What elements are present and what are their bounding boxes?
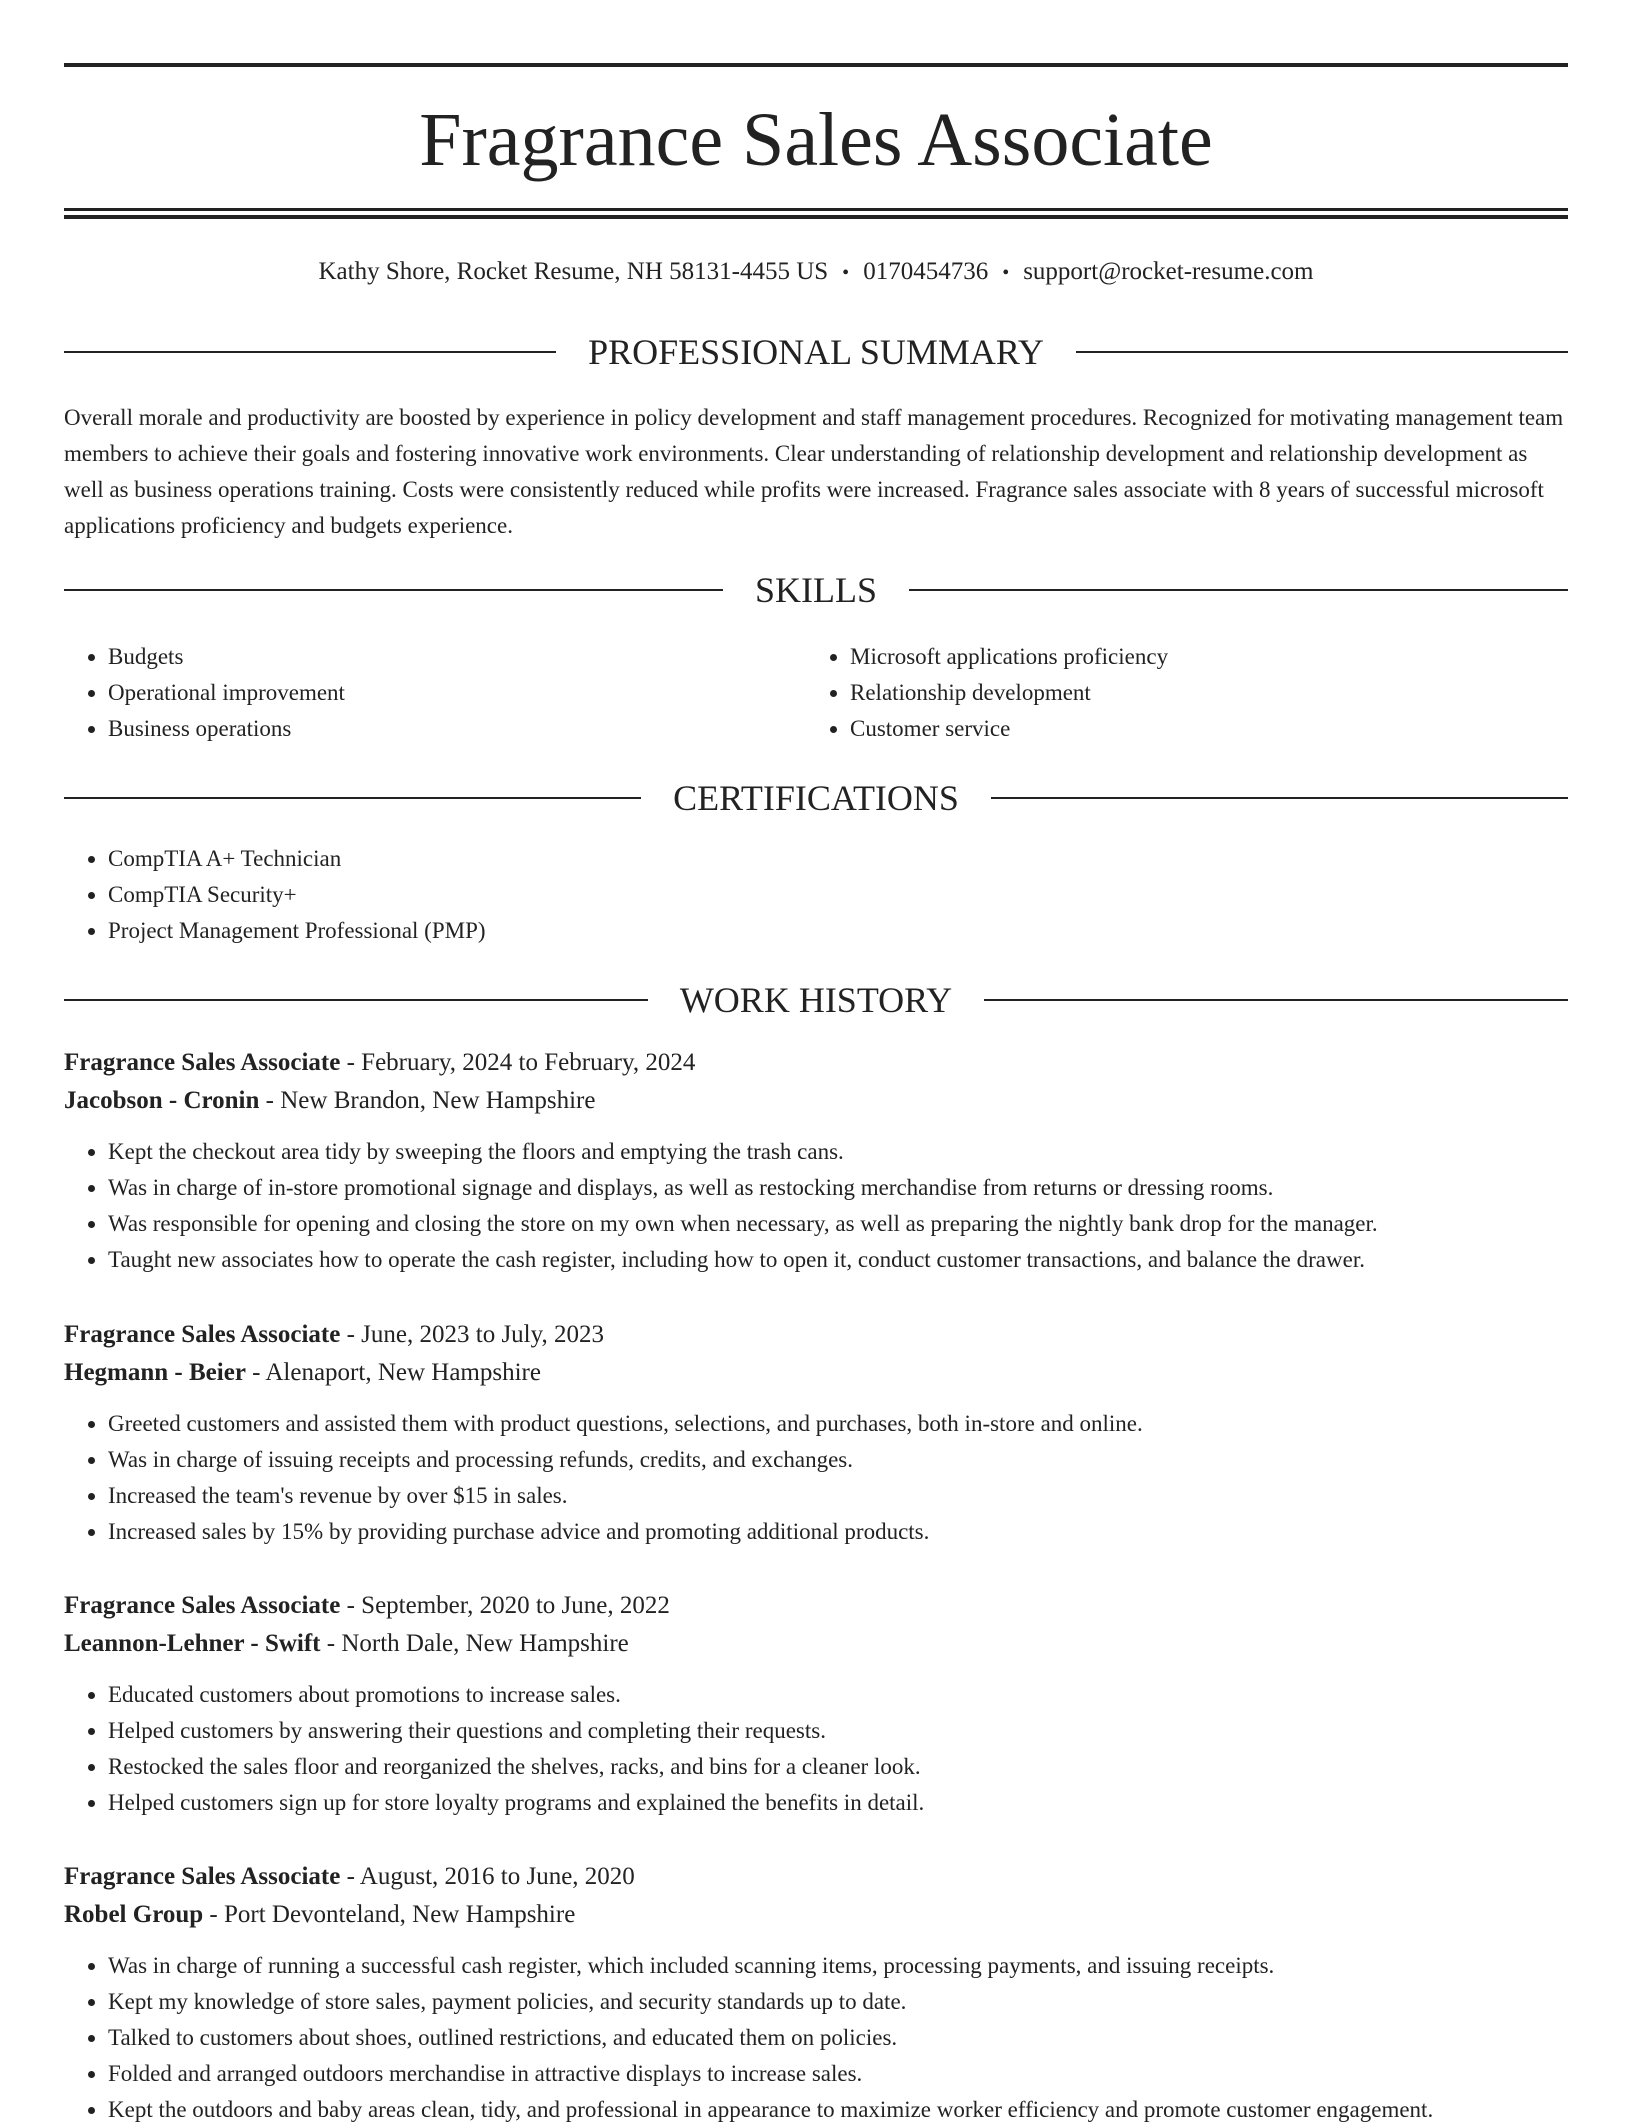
list-item: • Educated customers about promotions to increase sales. <box>108 1677 1568 1713</box>
header-double-rule <box>64 208 1568 219</box>
list-item: • Business operations <box>108 711 804 747</box>
job-title-line <box>64 1858 1568 1896</box>
header-top-rule <box>64 63 1568 67</box>
section-heading-summary <box>64 327 1568 377</box>
job-company: Jacobson - Cronin <box>64 1087 260 1114</box>
list-item: • Customer service <box>850 711 1546 747</box>
list-item: • CompTIA A+ Technician <box>108 841 1568 877</box>
divider-line <box>64 589 723 591</box>
list-item: • Greeted customers and assisted them with product questions, selections, and purchases, both in-store and online. <box>108 1406 1568 1442</box>
job-company-line <box>64 1896 1568 1934</box>
skills-column-left <box>64 639 804 747</box>
list-item: • Increased the team's revenue by over $15 in sales. <box>108 1478 1568 1514</box>
divider-line <box>909 589 1568 591</box>
job-title: Fragrance Sales Associate <box>64 1321 341 1348</box>
section-heading-skills <box>64 565 1568 615</box>
section-title: SKILLS <box>755 570 878 610</box>
list-item: • Microsoft applications proficiency <box>850 639 1546 675</box>
contact-separator: • <box>1002 262 1010 284</box>
job-title: Fragrance Sales Associate <box>64 1592 341 1619</box>
divider-line <box>64 351 556 353</box>
contact-separator: • <box>842 262 850 284</box>
job-location: - North Dale, New Hampshire <box>320 1630 629 1657</box>
page-title: Fragrance Sales Associate <box>419 98 1213 182</box>
job-dates: - June, 2023 to July, 2023 <box>340 1321 604 1348</box>
section-title: PROFESSIONAL SUMMARY <box>588 332 1044 372</box>
job-entry <box>64 1044 1568 1278</box>
job-title-line <box>64 1044 1568 1082</box>
section-title: CERTIFICATIONS <box>673 778 959 818</box>
list-item: • Was in charge of running a successful cash register, which included scanning items, processing payments, and issuing receipts. <box>108 1948 1568 1984</box>
job-entry <box>64 1858 1568 2128</box>
job-company-line <box>64 1082 1568 1120</box>
list-item: • Taught new associates how to operate the cash register, including how to open it, conduct customer transactions, and balance the drawer. <box>108 1242 1568 1278</box>
list-item: • Increased sales by 15% by providing purchase advice and promoting additional products. <box>108 1514 1568 1550</box>
summary-text: Overall morale and productivity are boosted by experience in policy development and staff management procedures. Recognized for motivating management team members to achieve their goals and fostering innovative work environments. Clear understanding of relationship development and relationship development as well as business operations training. Costs were consistently reduced while profits were increased. Fragrance sales associate with 8 years of successful microsoft applications proficiency and budgets experience. <box>64 405 1564 538</box>
list-item: • Restocked the sales floor and reorganized the shelves, racks, and bins for a cleaner look. <box>108 1749 1568 1785</box>
list-item: • Folded and arranged outdoors merchandise in attractive displays to increase sales. <box>108 2056 1568 2092</box>
job-company: Hegmann - Beier <box>64 1359 246 1386</box>
divider-line <box>991 797 1568 799</box>
divider-line <box>984 999 1568 1001</box>
list-item: • Was in charge of in-store promotional signage and displays, as well as restocking merchandise from returns or dressing rooms. <box>108 1170 1568 1206</box>
job-dates: - February, 2024 to February, 2024 <box>340 1049 696 1076</box>
list-item: • Helped customers sign up for store loyalty programs and explained the benefits in detail. <box>108 1785 1568 1821</box>
job-title-line <box>64 1587 1568 1625</box>
contact-phone: 0170454736 <box>863 258 989 285</box>
list-item: • CompTIA Security+ <box>108 877 1568 913</box>
list-item: • Kept my knowledge of store sales, payment policies, and security standards up to date. <box>108 1984 1568 2020</box>
list-item: • Operational improvement <box>108 675 804 711</box>
list-item: • Budgets <box>108 639 804 675</box>
list-item: • Talked to customers about shoes, outlined restrictions, and educated them on policies. <box>108 2020 1568 2056</box>
contact-line <box>64 252 1568 293</box>
job-company: Robel Group <box>64 1901 204 1928</box>
job-dates: - September, 2020 to June, 2022 <box>340 1592 670 1619</box>
job-entry <box>64 1316 1568 1550</box>
list-item: • Was responsible for opening and closing the store on my own when necessary, as well as preparing the nightly bank drop for the manager. <box>108 1206 1568 1242</box>
section-title: WORK HISTORY <box>679 980 953 1020</box>
section-heading-work-history <box>64 975 1568 1025</box>
list-item: • Project Management Professional (PMP) <box>108 913 1568 949</box>
job-entry <box>64 1587 1568 1821</box>
divider-line <box>64 999 648 1001</box>
contact-address: Kathy Shore, Rocket Resume, NH 58131-4455 US <box>318 258 829 285</box>
job-title: Fragrance Sales Associate <box>64 1863 341 1890</box>
job-company: Leannon-Lehner - Swift <box>64 1630 321 1657</box>
job-location: - Alenaport, New Hampshire <box>245 1359 541 1386</box>
divider-line <box>1076 351 1568 353</box>
list-item: • Kept the checkout area tidy by sweeping the floors and emptying the trash cans. <box>108 1134 1568 1170</box>
list-item: • Helped customers by answering their questions and completing their requests. <box>108 1713 1568 1749</box>
divider-line <box>64 797 641 799</box>
list-item: • Relationship development <box>850 675 1546 711</box>
job-title-line <box>64 1316 1568 1354</box>
list-item: • Kept the outdoors and baby areas clean, tidy, and professional in appearance to maximize worker efficiency and promote customer engagement. <box>108 2092 1568 2128</box>
job-dates: - August, 2016 to June, 2020 <box>340 1863 635 1890</box>
section-heading-certifications <box>64 773 1568 823</box>
job-company-line <box>64 1625 1568 1663</box>
job-location: - Port Devonteland, New Hampshire <box>203 1901 576 1928</box>
job-title: Fragrance Sales Associate <box>64 1049 341 1076</box>
job-location: - New Brandon, New Hampshire <box>259 1087 596 1114</box>
list-item: • Was in charge of issuing receipts and processing refunds, credits, and exchanges. <box>108 1442 1568 1478</box>
skills-column-right <box>806 639 1546 747</box>
job-company-line <box>64 1354 1568 1392</box>
contact-email: support@rocket-resume.com <box>1023 258 1314 285</box>
certifications-list <box>64 841 1568 949</box>
